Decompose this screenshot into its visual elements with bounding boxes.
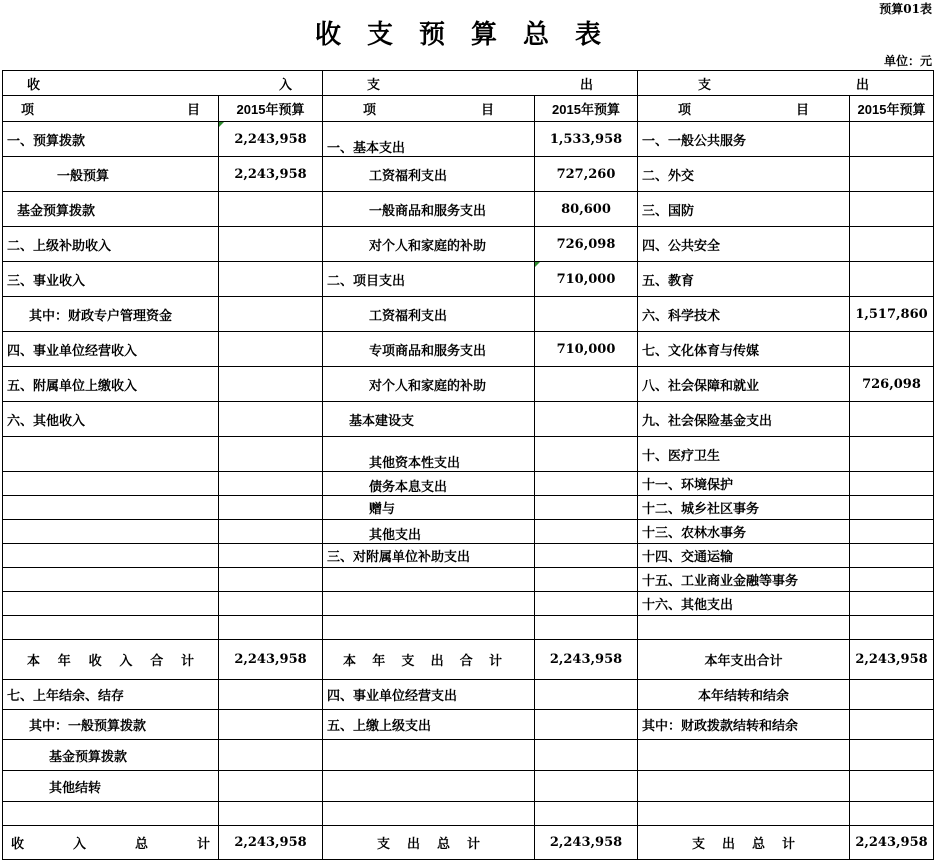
expense-grand-total-amount: 2,243,958 bbox=[535, 826, 638, 860]
expense-amount bbox=[535, 710, 638, 740]
function-item: 本年结转和结余 bbox=[638, 680, 850, 710]
function-item: 十六、其他支出 bbox=[638, 592, 850, 616]
empty-cell bbox=[535, 616, 638, 640]
expense-amount: 80,600 bbox=[535, 192, 638, 227]
income-item: 基金预算拨款 bbox=[3, 192, 219, 227]
income-year-total-label bbox=[3, 640, 219, 680]
expense-section-header bbox=[323, 71, 638, 96]
function-amount bbox=[850, 157, 934, 192]
expense-grand-total-label bbox=[323, 826, 535, 860]
income-item: 一、预算拨款 bbox=[3, 122, 219, 157]
empty-cell bbox=[3, 616, 219, 640]
expense-amount bbox=[535, 592, 638, 616]
income-amount bbox=[219, 496, 323, 520]
label-char: 支 bbox=[377, 837, 391, 852]
expense-amount bbox=[535, 568, 638, 592]
page-title: 收支预算总表 bbox=[314, 20, 627, 50]
function-item: 十五、工业商业金融等事务 bbox=[638, 568, 850, 592]
empty-cell bbox=[850, 802, 934, 826]
table-row bbox=[3, 297, 934, 332]
empty-cell bbox=[638, 616, 850, 640]
income-item bbox=[3, 496, 219, 520]
income-amount bbox=[219, 710, 323, 740]
header-char: 目 bbox=[480, 103, 494, 118]
label-char: 本 bbox=[27, 654, 41, 669]
expense-item: 专项商品和服务支出 bbox=[323, 332, 535, 367]
expense-item: 二、项目支出 bbox=[323, 262, 535, 297]
expense-item: 四、事业单位经营支出 bbox=[323, 680, 535, 710]
label-char: 入 bbox=[72, 837, 86, 852]
function-amount bbox=[850, 568, 934, 592]
header-char: 入 bbox=[278, 77, 292, 93]
income-item: 四、事业单位经营收入 bbox=[3, 332, 219, 367]
function-amount bbox=[850, 227, 934, 262]
income-amount bbox=[219, 437, 323, 472]
table-row bbox=[3, 332, 934, 367]
header-char: 支 bbox=[698, 77, 712, 93]
label-char: 合 bbox=[459, 654, 473, 669]
function-item: 二、外交 bbox=[638, 157, 850, 192]
income-amount bbox=[219, 192, 323, 227]
income-amount bbox=[219, 402, 323, 437]
table-row bbox=[3, 568, 934, 592]
header-row-sections bbox=[3, 71, 934, 96]
expense-item: 工资福利支出 bbox=[323, 297, 535, 332]
expense-amount bbox=[535, 740, 638, 771]
income-amount bbox=[219, 332, 323, 367]
income-item: 一般预算 bbox=[3, 157, 219, 192]
income-amount bbox=[219, 544, 323, 568]
expense-item: 债务本息支出 bbox=[323, 472, 535, 496]
expense-amount: 710,000 bbox=[535, 262, 638, 297]
function-amount bbox=[850, 680, 934, 710]
label-char: 收 bbox=[88, 654, 102, 669]
function-item: 九、社会保险基金支出 bbox=[638, 402, 850, 437]
income-item bbox=[3, 568, 219, 592]
function-item bbox=[638, 771, 850, 802]
expense-item: 工资福利支出 bbox=[323, 157, 535, 192]
label-char: 支 bbox=[401, 654, 415, 669]
function-amount bbox=[850, 544, 934, 568]
function-amount bbox=[850, 472, 934, 496]
income-amount bbox=[219, 568, 323, 592]
income-amount bbox=[219, 367, 323, 402]
empty-cell bbox=[323, 616, 535, 640]
table-row bbox=[3, 472, 934, 496]
expense-item: 其他资本性支出 bbox=[323, 437, 535, 472]
expense-year-total-amount: 2,243,958 bbox=[535, 640, 638, 680]
income-amount bbox=[219, 520, 323, 544]
table-row bbox=[3, 122, 934, 157]
income-item: 其他结转 bbox=[3, 771, 219, 802]
income-item: 六、其他收入 bbox=[3, 402, 219, 437]
expense-item: 赠与 bbox=[323, 496, 535, 520]
expense-amount bbox=[535, 297, 638, 332]
label-char: 合 bbox=[150, 654, 164, 669]
budget-table bbox=[2, 70, 934, 860]
header-char: 目 bbox=[795, 103, 809, 118]
table-row bbox=[3, 367, 934, 402]
header-char: 支 bbox=[367, 77, 381, 93]
label-char: 入 bbox=[119, 654, 133, 669]
function-item: 四、公共安全 bbox=[638, 227, 850, 262]
table-row bbox=[3, 544, 934, 568]
function-item: 五、教育 bbox=[638, 262, 850, 297]
function-section-header bbox=[638, 71, 934, 96]
function-item: 其中：财政拨款结转和结余 bbox=[638, 710, 850, 740]
table-row bbox=[3, 710, 934, 740]
function-amount bbox=[850, 771, 934, 802]
header-char: 收 bbox=[27, 77, 41, 93]
expense-item: 对个人和家庭的补助 bbox=[323, 367, 535, 402]
label-char: 总 bbox=[751, 837, 765, 852]
income-amount bbox=[219, 297, 323, 332]
income-amount: 2,243,958 bbox=[219, 122, 323, 157]
function-year-total-amount: 2,243,958 bbox=[850, 640, 934, 680]
function-item: 六、科学技术 bbox=[638, 297, 850, 332]
empty-cell bbox=[535, 802, 638, 826]
empty-cell bbox=[3, 802, 219, 826]
expense-item: 其他支出 bbox=[323, 520, 535, 544]
table-row-empty bbox=[3, 802, 934, 826]
income-item: 其中：一般预算拨款 bbox=[3, 710, 219, 740]
header-row-columns bbox=[3, 96, 934, 122]
income-item bbox=[3, 437, 219, 472]
expense-item-header bbox=[323, 96, 535, 122]
function-amount bbox=[850, 740, 934, 771]
expense-amount: 1,533,958 bbox=[535, 122, 638, 157]
function-amount bbox=[850, 332, 934, 367]
function-item: 十四、交通运输 bbox=[638, 544, 850, 568]
form-number: 预算01表 bbox=[879, 2, 932, 16]
expense-amount: 726,098 bbox=[535, 227, 638, 262]
table-row bbox=[3, 680, 934, 710]
expense-item bbox=[323, 568, 535, 592]
function-item: 十、医疗卫生 bbox=[638, 437, 850, 472]
label-char: 计 bbox=[180, 654, 194, 669]
income-budget-header: 2015年预算 bbox=[219, 96, 323, 122]
header-char: 项 bbox=[21, 103, 35, 118]
table-row bbox=[3, 437, 934, 472]
function-amount bbox=[850, 710, 934, 740]
table-row bbox=[3, 402, 934, 437]
table-row bbox=[3, 592, 934, 616]
function-amount bbox=[850, 520, 934, 544]
income-amount bbox=[219, 592, 323, 616]
expense-amount bbox=[535, 472, 638, 496]
expense-item: 基本建设支 bbox=[323, 402, 535, 437]
income-item bbox=[3, 472, 219, 496]
function-item-header bbox=[638, 96, 850, 122]
table-row bbox=[3, 496, 934, 520]
income-amount: 2,243,958 bbox=[219, 157, 323, 192]
expense-item bbox=[323, 740, 535, 771]
label-char: 计 bbox=[466, 837, 480, 852]
expense-item bbox=[323, 771, 535, 802]
table-row bbox=[3, 262, 934, 297]
year-total-row bbox=[3, 640, 934, 680]
label-char: 支 bbox=[692, 837, 706, 852]
label-char: 总 bbox=[436, 837, 450, 852]
expense-year-total-label bbox=[323, 640, 535, 680]
income-item-header bbox=[3, 96, 219, 122]
expense-item: 五、上缴上级支出 bbox=[323, 710, 535, 740]
table-row bbox=[3, 192, 934, 227]
expense-amount: 727,260 bbox=[535, 157, 638, 192]
function-item: 十三、农林水事务 bbox=[638, 520, 850, 544]
expense-amount: 710,000 bbox=[535, 332, 638, 367]
label-char: 本 bbox=[343, 654, 357, 669]
function-amount bbox=[850, 122, 934, 157]
header-char: 出 bbox=[579, 77, 593, 93]
expense-amount bbox=[535, 544, 638, 568]
function-amount bbox=[850, 592, 934, 616]
income-amount bbox=[219, 680, 323, 710]
expense-amount bbox=[535, 680, 638, 710]
income-item bbox=[3, 592, 219, 616]
function-amount bbox=[850, 437, 934, 472]
grand-total-row bbox=[3, 826, 934, 860]
header-char: 目 bbox=[186, 103, 200, 118]
label-char: 年 bbox=[57, 654, 71, 669]
income-amount bbox=[219, 740, 323, 771]
function-item: 七、文化体育与传媒 bbox=[638, 332, 850, 367]
expense-item: 三、对附属单位补助支出 bbox=[323, 544, 535, 568]
expense-amount bbox=[535, 771, 638, 802]
table-row bbox=[3, 520, 934, 544]
function-item: 三、国防 bbox=[638, 192, 850, 227]
header-char: 项 bbox=[678, 103, 692, 118]
unit-label: 单位：元 bbox=[883, 54, 932, 68]
income-item bbox=[3, 520, 219, 544]
expense-budget-header: 2015年预算 bbox=[535, 96, 638, 122]
label-char: 出 bbox=[406, 837, 420, 852]
function-item: 八、社会保障和就业 bbox=[638, 367, 850, 402]
function-amount: 726,098 bbox=[850, 367, 934, 402]
table-row bbox=[3, 740, 934, 771]
income-amount bbox=[219, 227, 323, 262]
income-item: 其中：财政专户管理资金 bbox=[3, 297, 219, 332]
function-amount bbox=[850, 262, 934, 297]
expense-item: 一般商品和服务支出 bbox=[323, 192, 535, 227]
function-amount bbox=[850, 402, 934, 437]
income-section-header bbox=[3, 71, 323, 96]
expense-item: 对个人和家庭的补助 bbox=[323, 227, 535, 262]
expense-amount bbox=[535, 520, 638, 544]
expense-amount bbox=[535, 437, 638, 472]
expense-item bbox=[323, 592, 535, 616]
function-item: 十二、城乡社区事务 bbox=[638, 496, 850, 520]
function-budget-header: 2015年预算 bbox=[850, 96, 934, 122]
expense-item: 一、基本支出 bbox=[323, 122, 535, 157]
function-amount: 1,517,860 bbox=[850, 297, 934, 332]
function-grand-total-label bbox=[638, 826, 850, 860]
function-item: 一、一般公共服务 bbox=[638, 122, 850, 157]
income-item: 基金预算拨款 bbox=[3, 740, 219, 771]
expense-amount bbox=[535, 402, 638, 437]
label-char: 收 bbox=[11, 837, 25, 852]
table-row bbox=[3, 227, 934, 262]
empty-cell bbox=[323, 802, 535, 826]
table-row bbox=[3, 157, 934, 192]
label-char: 计 bbox=[781, 837, 795, 852]
income-item: 五、附属单位上缴收入 bbox=[3, 367, 219, 402]
function-amount bbox=[850, 192, 934, 227]
table-row-empty bbox=[3, 616, 934, 640]
label-char: 总 bbox=[134, 837, 148, 852]
income-year-total-amount: 2,243,958 bbox=[219, 640, 323, 680]
function-item bbox=[638, 740, 850, 771]
expense-amount bbox=[535, 496, 638, 520]
empty-cell bbox=[850, 616, 934, 640]
label-char: 出 bbox=[430, 654, 444, 669]
income-item: 七、上年结余、结存 bbox=[3, 680, 219, 710]
expense-amount bbox=[535, 367, 638, 402]
income-grand-total-amount: 2,243,958 bbox=[219, 826, 323, 860]
income-amount bbox=[219, 771, 323, 802]
income-item: 二、上级补助收入 bbox=[3, 227, 219, 262]
function-item: 十一、环境保护 bbox=[638, 472, 850, 496]
label-char: 出 bbox=[721, 837, 735, 852]
function-amount bbox=[850, 496, 934, 520]
income-item: 三、事业收入 bbox=[3, 262, 219, 297]
empty-cell bbox=[219, 616, 323, 640]
empty-cell bbox=[219, 802, 323, 826]
header-char: 项 bbox=[363, 103, 377, 118]
function-year-total-label: 本年支出合计 bbox=[638, 640, 850, 680]
label-char: 计 bbox=[488, 654, 502, 669]
income-amount bbox=[219, 262, 323, 297]
income-amount bbox=[219, 472, 323, 496]
header-char: 出 bbox=[855, 77, 869, 93]
income-grand-total-label bbox=[3, 826, 219, 860]
label-char: 计 bbox=[196, 837, 210, 852]
label-char: 年 bbox=[372, 654, 386, 669]
income-item bbox=[3, 544, 219, 568]
function-grand-total-amount: 2,243,958 bbox=[850, 826, 934, 860]
empty-cell bbox=[638, 802, 850, 826]
table-row bbox=[3, 771, 934, 802]
